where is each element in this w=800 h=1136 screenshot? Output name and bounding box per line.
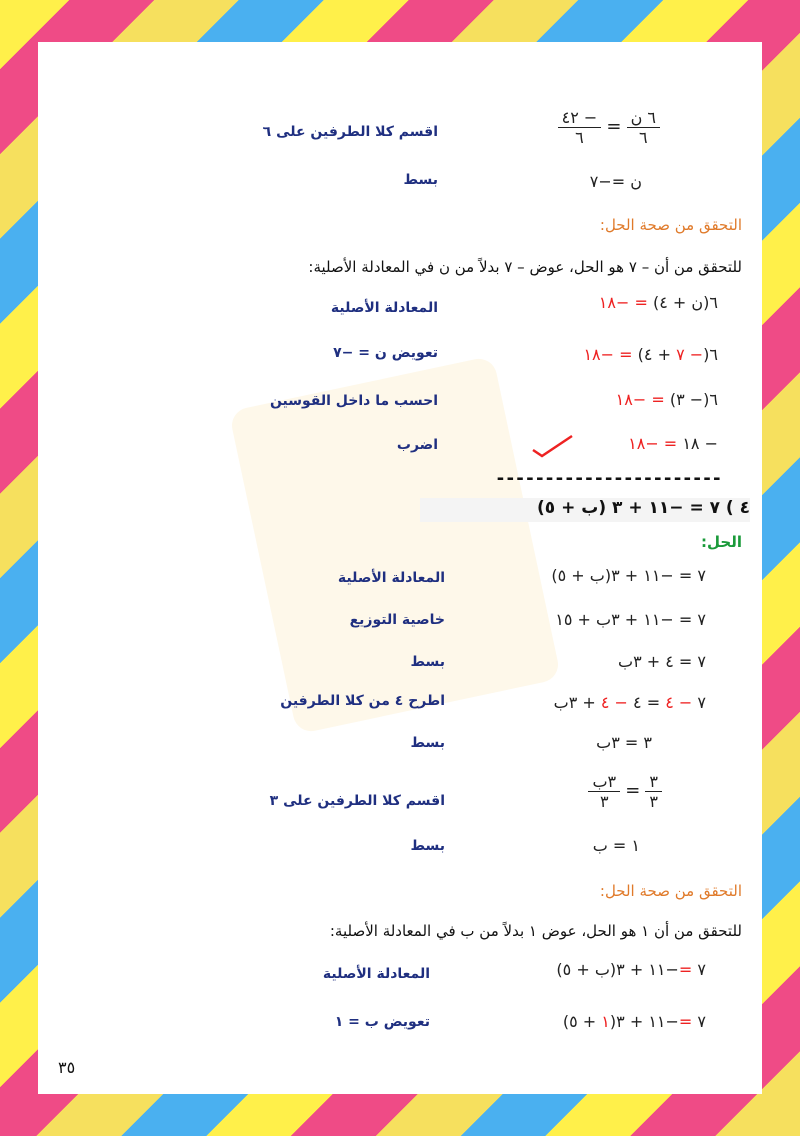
sub-rhs: = −١٨ <box>583 345 633 364</box>
sol-note-4: اطرح ٤ من كلا الطرفين <box>280 693 445 709</box>
sol4-pre: ٧ <box>692 693 706 712</box>
eq-multiply-rhs: = −١٨ <box>628 434 678 453</box>
eq-multiply-lhs: − ١٨ <box>682 434 718 453</box>
final2-post: −١١ + ٣( <box>609 1012 679 1031</box>
sol-eq-2: ٧ = −١١ + ٣ب + ١٥ <box>555 610 706 629</box>
note-original-1: المعادلة الأصلية <box>330 300 438 316</box>
sol4-mid: = ٤ <box>627 693 666 712</box>
sol-eq-6-fraction: $\frac{٣}{٣}$ = $\frac{\text{٣ب}}{٣}$ <box>588 772 662 811</box>
sol-note-6: اقسم كلا الطرفين على ٣ <box>269 793 445 809</box>
final-eq-2 <box>563 1012 706 1031</box>
check-heading-1: التحقق من صحة الحل: <box>599 216 742 234</box>
check-heading-2: التحقق من صحة الحل: <box>599 882 742 900</box>
frac1-lhs-num: ٦ ن <box>627 108 660 128</box>
final2-red: = <box>678 1012 693 1031</box>
final1-pre: ٧ <box>692 960 706 979</box>
sol-eq-1: ٧ = −١١ + ٣(ب + ٥) <box>551 566 706 585</box>
frac2-lhs-den: ٣ <box>600 792 609 811</box>
final-note-2: تعويض ب = ١ <box>334 1014 430 1030</box>
note-multiply: اضرب <box>396 437 438 453</box>
sol-note-5: بسط <box>410 735 445 751</box>
note-substitute-n: تعويض ن = −٧ <box>333 345 438 361</box>
problem-4: ٤ ) ٧ = −١١ + ٣ (ب + ٥) <box>537 498 750 518</box>
sol-note-3: بسط <box>410 654 445 670</box>
sol-note-2: خاصية التوزيع <box>349 612 445 628</box>
frac1-rhs-num: − ٤٢ <box>558 108 602 128</box>
final1-post: −١١ + ٣(ب + ٥) <box>556 960 679 979</box>
frac2-rhs-num: ٣ <box>645 772 662 792</box>
frac1-rhs-den: ٦ <box>575 128 584 147</box>
equation-divide-6: $\frac{\text{٦ ن}}{٦}$ = $\frac{- ٤٢}{٦}$ <box>558 108 660 147</box>
sub-post: + ٤) <box>637 345 677 364</box>
sol-eq-3: ٧ = ٤ + ٣ب <box>618 652 706 671</box>
eq-original-rhs: = −١٨ <box>598 293 648 312</box>
eq-paren-rhs: = −١٨ <box>615 390 665 409</box>
eq-original-lhs: ٦(ن + ٤) <box>652 293 718 312</box>
sol4-red2: − ٤ <box>600 693 628 712</box>
final2-pre: ٧ <box>692 1012 706 1031</box>
sub-red: − ٧ <box>676 345 704 364</box>
final-note-1: المعادلة الأصلية <box>322 966 430 982</box>
frac2-lhs-num: ٣ب <box>588 772 620 792</box>
frac1-lhs-den: ٦ <box>638 128 648 147</box>
equation-n-equals: ن =−٧ <box>589 172 642 191</box>
sol-eq-4 <box>554 693 706 712</box>
equation-substitute-n <box>583 345 718 364</box>
solution-heading: الحل: <box>701 533 742 551</box>
final2-post2: + ٥) <box>562 1012 602 1031</box>
equation-original-1 <box>599 293 718 312</box>
equation-parentheses <box>616 390 718 409</box>
sol-eq-7: ١ = ب <box>592 836 640 855</box>
final1-red: = <box>678 960 693 979</box>
check-paragraph-1: للتحقق من أن – ٧ هو الحل، عوض – ٧ بدلاً من ن في المعادلة الأصلية: <box>308 258 742 276</box>
sub-pre: ٦( <box>703 345 718 364</box>
sol4-red1: − ٤ <box>665 693 693 712</box>
final-eq-1 <box>556 960 706 979</box>
sol-eq-5: ٣ = ٣ب <box>596 733 652 752</box>
sol-note-1: المعادلة الأصلية <box>337 570 445 586</box>
sol-note-7: بسط <box>410 838 445 854</box>
note-parentheses: احسب ما داخل القوسين <box>269 393 438 409</box>
sol4-post: + ٣ب <box>553 693 601 712</box>
equation-multiply <box>628 434 718 453</box>
frac2-rhs-den: ٣ <box>649 792 658 811</box>
red-checkmark-icon <box>530 432 575 458</box>
eq-paren-lhs: ٦(− ٣) <box>669 390 718 409</box>
note-divide-6: اقسم كلا الطرفين على ٦ <box>262 124 438 140</box>
final2-red2: ١ <box>601 1012 610 1031</box>
check-paragraph-2: للتحقق من أن ١ هو الحل، عوض ١ بدلاً من ب في المعادلة الأصلية: <box>329 922 742 940</box>
note-simplify-1: بسط <box>403 172 438 188</box>
divider-dashes: ----------------------- <box>495 468 722 489</box>
page-number: ٣٥ <box>58 1058 76 1077</box>
